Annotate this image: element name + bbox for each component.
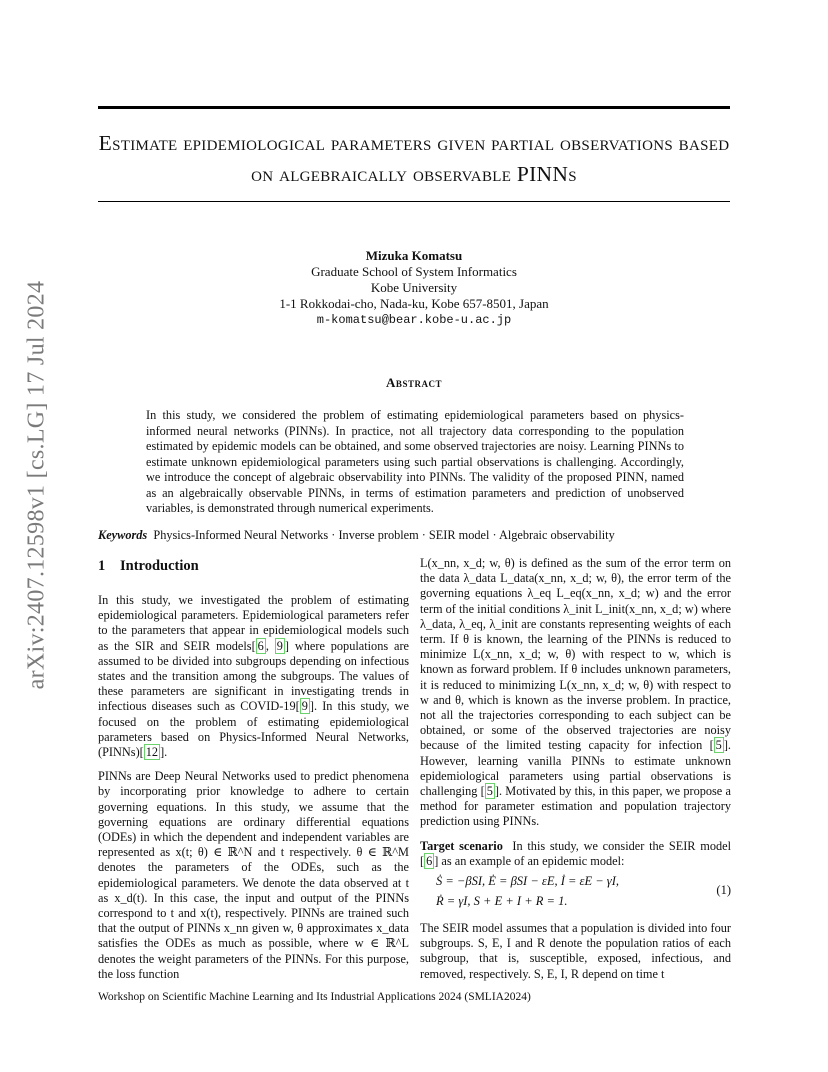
equation-line-1: Ṡ = −βSI, Ė = βSI − εE, İ = εE − γI, [436, 874, 620, 889]
citation-link[interactable]: 6 [257, 638, 264, 653]
intro-paragraph-3 [420, 556, 731, 830]
title-bottom-rule [98, 201, 730, 202]
author-email: m-komatsu@bear.kobe-u.ac.jp [316, 313, 512, 327]
citation-link[interactable]: 5 [486, 784, 493, 799]
equation-number: (1) [716, 883, 731, 898]
intro-paragraph-2: PINNs are Deep Neural Networks used to predict phenomena by incorporating prior knowledge to adhere to certain governing equations. In this study, we assume that the governing equations are ordinary differential equations (ODEs) in which the dependent and independent variables are represented as x(t; θ) ∈ ℝ^N and t respectively. θ ∈ ℝ^M denotes the parameters of the ODEs, such as the epidemiological parameters. We denote the data observed at t as x_d(t). In this case, the input and output of the PINNs correspond to t and x(t), respectively. PINNs are trained such that the output of PINNs x_nn given w, θ approximates x_data satisfies the ODEs as much as possible, where w ∈ ℝ^L denotes the weight parameters of the PINNs. For this purpose, the loss function [98, 769, 409, 981]
section-title: Introduction [120, 558, 199, 574]
abstract-heading: Abstract [386, 375, 442, 390]
citation-link[interactable]: 6 [426, 853, 433, 868]
text-run: In this study, we investigated the problem of estimating epidemiological parameters. Epidemiological parameters refer to the parameters that appear in epidemiological models such as the SIR and SEIR models[ [98, 593, 409, 653]
author-address: 1-1 Rokkodai-cho, Nada-ku, Kobe 657-8501, Japan [279, 296, 549, 311]
author-affiliation: Graduate School of System Informatics [311, 264, 517, 279]
text-run: ]. However, learning vanilla PINNs to estimate unknown epidemiological parameters using partial observations is challenging [ [420, 738, 731, 799]
author-name: Mizuka Komatsu [365, 248, 463, 263]
text-run: ] where populations are assumed to be divided into subgroups depending on infectious states and the transition among the subgroups. The values of these parameters are significant in investigating trends in infectious diseases such as COVID-19[ [98, 638, 409, 714]
equation-lines [420, 871, 701, 911]
right-column [420, 556, 731, 991]
citation-link[interactable]: 5 [715, 738, 722, 753]
citation-link[interactable]: 12 [145, 745, 159, 760]
title-top-rule [98, 106, 730, 109]
target-scenario-label: Target scenario [420, 838, 503, 853]
target-scenario-paragraph [420, 839, 731, 869]
keywords-label: Keywords [98, 528, 148, 542]
seir-description-paragraph: The SEIR model assumes that a population is divided into four subgroups. S, E, I and R denote the population ratios of each subgroup, that is, susceptible, exposed, infectious, and removed, respectively. S, E, I, R depend on time t [420, 921, 731, 981]
keywords-line [98, 528, 730, 543]
author-university: Kobe University [370, 280, 458, 295]
text-run: , [265, 638, 275, 653]
left-column [98, 556, 409, 991]
text-run: In this study, we consider the SEIR model [ [420, 838, 731, 868]
section-heading [98, 556, 409, 576]
text-run: ] as an example of an epidemic model: [434, 853, 625, 868]
text-run: ]. [160, 745, 168, 760]
intro-paragraph-1 [98, 593, 409, 760]
citation-link[interactable]: 9 [276, 638, 283, 653]
text-run: ]. Motivated by this, in this paper, we propose a method for parameter estimation and population trajectory prediction using PINNs. [420, 784, 731, 829]
arxiv-identifier [8, 280, 66, 690]
citation-link[interactable]: 9 [301, 699, 308, 714]
keywords-text: Physics-Informed Neural Networks · Inverse problem · SEIR model · Algebraic observability [153, 528, 615, 542]
text-run: ]. In this study, we focused on the problem of estimating epidemiological parameters based on Physics-Informed Neural Networks, (PINNs)[ [98, 699, 409, 760]
author-block [98, 248, 730, 328]
footer-venue: Workshop on Scientific Machine Learning and Its Industrial Applications 2024 (SMLIA2024) [98, 991, 531, 1003]
section-number: 1 [98, 558, 106, 574]
paper-title: Estimate epidemiological parameters given partial observations based on algebraically observable PINNs [98, 131, 730, 186]
abstract-body: In this study, we considered the problem of estimating epidemiological parameters based on physics-informed neural networks (PINNs). In practice, not all trajectory data corresponding to the population estimated by epidemic models can be obtained, and some observed trajectories are noisy. Learning PINNs to estimate unknown epidemiological parameters using such partial observations is challenging. Accordingly, we introduce the concept of algebraic observability into PINNs. The validity of the proposed PINN, named as an algebraically observable PINNs, in terms of estimation parameters and prediction of unobserved variables, is demonstrated through numerical experiments. [146, 408, 684, 515]
equation-line-2: Ṙ = γI, S + E + I + R = 1. [436, 894, 568, 909]
arxiv-identifier-text: arXiv:2407.12598v1 [cs.LG] 17 Jul 2024 [23, 280, 50, 690]
text-run: L(x_nn, x_d; w, θ) is defined as the sum of the error term on the data λ_data L_data(x_nn, x_d; w, θ), the error term of the governing equations λ_eq L_eq(x_nn, x_d; w) and the error term of the initial conditions λ_init L_init(x_nn, x_d; w) where λ_data, λ_eq, λ_init are constants representing weights of each term. If θ is known, the learning of the PINNs is reduced to minimize L(x_nn, x_d; w, θ) with respect to w, which is known as forward problem. If θ includes unknown parameters, it is reduced to minimizing L(x_nn, x_d; w, θ) with respect to w and θ, which is known as the inverse problem. In practice, not all the trajectories corresponding to each subject can be obtained, or some of the observed trajectories are noisy because of the limited testing capacity for infection [ [420, 556, 731, 753]
equation-1 [420, 871, 731, 911]
